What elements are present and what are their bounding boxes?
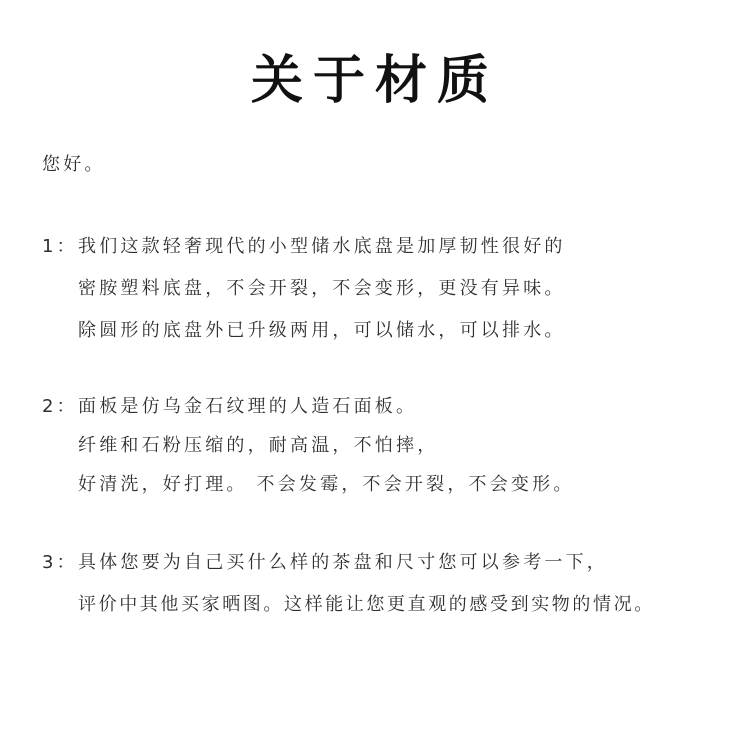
page-title: 关于材质 bbox=[250, 51, 499, 111]
section-2-line-3: 好清洗，好打理。 不会发霉，不会开裂，不会变形。 bbox=[78, 474, 575, 495]
section-1-line-2: 密胺塑料底盘，不会开裂，不会变形，更没有异味。 bbox=[78, 278, 566, 299]
section-2-number: 2： bbox=[42, 396, 78, 417]
section-3-line-2: 评价中其他买家晒图。这样能让您更直观的感受到实物的情况。 bbox=[78, 594, 655, 615]
section-1-line-1: 我们这款轻奢现代的小型储水底盘是加厚韧性很好的 bbox=[78, 236, 566, 257]
section-3-number: 3： bbox=[42, 552, 78, 573]
section-1-line-3: 除圆形的底盘外已升级两用，可以储水，可以排水。 bbox=[78, 320, 566, 341]
section-2-line-1: 面板是仿乌金石纹理的人造石面板。 bbox=[78, 396, 418, 417]
greeting: 您好。 bbox=[42, 154, 106, 175]
section-3-line-1: 具体您要为自己买什么样的茶盘和尺寸您可以参考一下， bbox=[78, 552, 608, 573]
section-2-line-2: 纤维和石粉压缩的，耐高温，不怕摔， bbox=[78, 435, 439, 456]
section-1-number: 1： bbox=[42, 236, 78, 257]
